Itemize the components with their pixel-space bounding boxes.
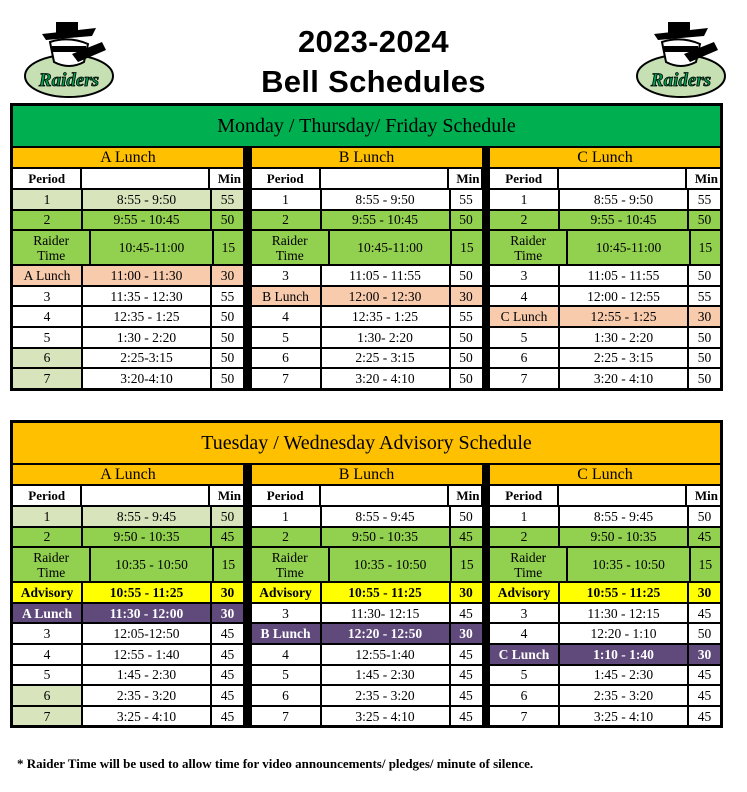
- min-cell: 45: [212, 707, 243, 726]
- time-cell: 10:35 - 10:50: [568, 548, 688, 581]
- table-row: [13, 507, 243, 526]
- time-cell: 12:00 - 12:55: [560, 287, 687, 306]
- min-cell: 15: [452, 548, 481, 581]
- period-cell: Raider Time: [13, 231, 89, 264]
- period-cell: Raider Time: [252, 548, 328, 581]
- time-column-header: [559, 169, 685, 188]
- table-row: [490, 328, 720, 347]
- table-row: [490, 369, 720, 388]
- time-cell: 8:55 - 9:45: [83, 507, 210, 526]
- period-cell: 7: [252, 369, 320, 388]
- time-cell: 12:55 - 1:40: [83, 645, 210, 664]
- svg-text:Raiders: Raiders: [38, 70, 100, 91]
- time-cell: 8:55 - 9:45: [560, 507, 687, 526]
- table-row: [13, 686, 243, 705]
- period-cell: Advisory: [252, 583, 320, 602]
- time-cell: 12:00 - 12:30: [322, 287, 449, 306]
- min-cell: 50: [212, 328, 243, 347]
- time-cell: 11:05 - 11:55: [322, 266, 449, 285]
- min-cell: 55: [689, 287, 720, 306]
- time-cell: 3:20 - 4:10: [560, 369, 687, 388]
- min-cell: 30: [689, 645, 720, 664]
- lunch-sections: [13, 465, 720, 725]
- min-cell: 50: [212, 307, 243, 326]
- min-cell: 45: [212, 528, 243, 547]
- period-cell: 1: [13, 507, 81, 526]
- min-cell: 45: [212, 666, 243, 685]
- table-row: [252, 528, 482, 547]
- time-cell: 3:20-4:10: [83, 369, 210, 388]
- min-cell: 50: [689, 624, 720, 643]
- lunch-sections: [13, 148, 720, 388]
- period-cell: 1: [490, 507, 558, 526]
- lunch-table: [13, 465, 243, 725]
- time-cell: 10:45-11:00: [330, 231, 450, 264]
- time-cell: 11:30- 12:15: [322, 604, 449, 623]
- period-cell: 5: [13, 328, 81, 347]
- min-cell: 50: [212, 507, 243, 526]
- schedule-title: Monday / Thursday/ Friday Schedule: [13, 106, 720, 148]
- time-cell: 12:55-1:40: [322, 645, 449, 664]
- table-row: [252, 666, 482, 685]
- lunch-table: [252, 465, 482, 725]
- period-cell: 7: [252, 707, 320, 726]
- table-row: [13, 349, 243, 368]
- min-cell: 30: [689, 583, 720, 602]
- min-cell: 50: [451, 211, 482, 230]
- period-cell: 7: [13, 369, 81, 388]
- table-row: [490, 190, 720, 209]
- min-cell: 45: [451, 645, 482, 664]
- time-cell: 10:45-11:00: [91, 231, 211, 264]
- time-cell: 10:55 - 11:25: [560, 583, 687, 602]
- min-cell: 45: [451, 686, 482, 705]
- table-row: [490, 211, 720, 230]
- min-cell: 50: [689, 266, 720, 285]
- table-row: [252, 583, 482, 602]
- time-cell: 10:35 - 10:50: [330, 548, 450, 581]
- period-column-header: Period: [252, 169, 319, 188]
- period-cell: 2: [252, 211, 320, 230]
- period-cell: 3: [490, 604, 558, 623]
- period-cell: 6: [252, 686, 320, 705]
- table-row: [252, 328, 482, 347]
- min-cell: 30: [451, 287, 482, 306]
- lunch-table: [490, 148, 720, 388]
- time-cell: 11:30 - 12:00: [83, 604, 210, 623]
- lunch-title: A Lunch: [13, 148, 243, 167]
- table-row: [490, 231, 720, 264]
- period-column-header: Period: [490, 169, 557, 188]
- period-cell: 7: [490, 369, 558, 388]
- period-cell: 2: [252, 528, 320, 547]
- period-column-header: Period: [490, 486, 557, 505]
- lunch-title: C Lunch: [490, 465, 720, 484]
- table-row: [252, 349, 482, 368]
- period-cell: 5: [252, 666, 320, 685]
- min-column-header: Min: [210, 486, 243, 505]
- time-cell: 9:50 - 10:35: [322, 528, 449, 547]
- min-column-header: Min: [210, 169, 243, 188]
- time-cell: 1:45 - 2:30: [83, 666, 210, 685]
- table-row: [13, 583, 243, 602]
- lunch-table: [13, 148, 243, 388]
- period-cell: 3: [252, 604, 320, 623]
- min-cell: 15: [452, 231, 481, 264]
- time-column-header: [82, 169, 208, 188]
- period-cell: 5: [252, 328, 320, 347]
- period-cell: B Lunch: [252, 624, 320, 643]
- table-row: [490, 528, 720, 547]
- time-cell: 2:35 - 3:20: [560, 686, 687, 705]
- min-cell: 45: [451, 666, 482, 685]
- period-cell: 4: [252, 645, 320, 664]
- period-cell: 7: [13, 707, 81, 726]
- min-column-header: Min: [687, 486, 720, 505]
- time-cell: 3:25 - 4:10: [83, 707, 210, 726]
- min-cell: 55: [451, 307, 482, 326]
- min-cell: 55: [212, 287, 243, 306]
- table-row: [490, 583, 720, 602]
- period-cell: B Lunch: [252, 287, 320, 306]
- table-row: [13, 624, 243, 643]
- table-row: [252, 266, 482, 285]
- min-cell: 45: [689, 707, 720, 726]
- min-cell: 45: [451, 604, 482, 623]
- table-row: [13, 645, 243, 664]
- period-cell: Raider Time: [252, 231, 328, 264]
- table-header-row: [252, 486, 482, 505]
- time-cell: 1:30 - 2:20: [83, 328, 210, 347]
- time-cell: 1:30 - 2:20: [560, 328, 687, 347]
- min-cell: 30: [689, 307, 720, 326]
- time-cell: 12:05-12:50: [83, 624, 210, 643]
- time-cell: 12:20 - 12:50: [322, 624, 449, 643]
- table-row: [13, 548, 243, 581]
- period-cell: 6: [490, 349, 558, 368]
- table-row: [13, 287, 243, 306]
- min-cell: 45: [689, 686, 720, 705]
- time-cell: 12:20 - 1:10: [560, 624, 687, 643]
- table-row: [13, 528, 243, 547]
- period-cell: 2: [13, 528, 81, 547]
- lunch-title: B Lunch: [252, 465, 482, 484]
- period-cell: 4: [490, 287, 558, 306]
- time-column-header: [82, 486, 208, 505]
- period-cell: 5: [490, 328, 558, 347]
- time-cell: 2:25-3:15: [83, 349, 210, 368]
- lunch-title: B Lunch: [252, 148, 482, 167]
- period-cell: Advisory: [490, 583, 558, 602]
- table-row: [252, 548, 482, 581]
- period-cell: A Lunch: [13, 604, 81, 623]
- time-cell: 9:55 - 10:45: [560, 211, 687, 230]
- table-row: [252, 307, 482, 326]
- table-row: [252, 604, 482, 623]
- time-cell: 11:35 - 12:30: [83, 287, 210, 306]
- time-cell: 1:45 - 2:30: [560, 666, 687, 685]
- time-cell: 9:50 - 10:35: [560, 528, 687, 547]
- min-cell: 45: [212, 624, 243, 643]
- time-cell: 10:55 - 11:25: [322, 583, 449, 602]
- table-row: [13, 266, 243, 285]
- min-cell: 45: [689, 666, 720, 685]
- min-cell: 15: [691, 231, 720, 264]
- time-cell: 2:25 - 3:15: [560, 349, 687, 368]
- table-row: [490, 666, 720, 685]
- table-row: [490, 686, 720, 705]
- period-cell: C Lunch: [490, 307, 558, 326]
- raiders-logo-icon: [634, 20, 728, 102]
- table-row: [490, 604, 720, 623]
- min-cell: 50: [689, 369, 720, 388]
- time-column-header: [321, 486, 447, 505]
- time-cell: 12:35 - 1:25: [322, 307, 449, 326]
- title-year: 2023-2024: [298, 24, 449, 59]
- period-cell: 4: [252, 307, 320, 326]
- min-cell: 15: [691, 548, 720, 581]
- table-row: [13, 666, 243, 685]
- table-header-row: [252, 169, 482, 188]
- period-cell: 6: [252, 349, 320, 368]
- period-cell: 4: [490, 624, 558, 643]
- table-row: [252, 507, 482, 526]
- period-cell: A Lunch: [13, 266, 81, 285]
- table-row: [490, 707, 720, 726]
- raiders-logo-icon: [22, 20, 116, 102]
- period-cell: 3: [13, 624, 81, 643]
- min-cell: 50: [689, 349, 720, 368]
- period-cell: 3: [252, 266, 320, 285]
- table-row: [13, 707, 243, 726]
- table-row: [252, 707, 482, 726]
- table-row: [252, 624, 482, 643]
- tue-wed-advisory-schedule: [10, 420, 723, 728]
- min-column-header: Min: [449, 169, 482, 188]
- schedule-title: Tuesday / Wednesday Advisory Schedule: [13, 423, 720, 465]
- table-row: [490, 349, 720, 368]
- table-row: [252, 686, 482, 705]
- time-column-header: [559, 486, 685, 505]
- min-cell: 55: [451, 190, 482, 209]
- table-row: [13, 328, 243, 347]
- period-cell: 5: [13, 666, 81, 685]
- period-cell: 6: [490, 686, 558, 705]
- period-cell: 2: [490, 528, 558, 547]
- mon-thu-fri-schedule: [10, 103, 723, 391]
- time-cell: 3:25 - 4:10: [322, 707, 449, 726]
- period-cell: 5: [490, 666, 558, 685]
- min-cell: 50: [212, 211, 243, 230]
- period-cell: 3: [13, 287, 81, 306]
- table-header-row: [13, 486, 243, 505]
- lunch-title: A Lunch: [13, 465, 243, 484]
- time-cell: 8:55 - 9:50: [83, 190, 210, 209]
- time-cell: 9:55 - 10:45: [83, 211, 210, 230]
- time-cell: 8:55 - 9:50: [322, 190, 449, 209]
- min-cell: 30: [451, 624, 482, 643]
- time-cell: 11:05 - 11:55: [560, 266, 687, 285]
- period-cell: Raider Time: [490, 231, 566, 264]
- min-cell: 45: [451, 528, 482, 547]
- min-cell: 50: [689, 507, 720, 526]
- time-cell: 10:55 - 11:25: [83, 583, 210, 602]
- min-cell: 50: [451, 507, 482, 526]
- min-cell: 50: [451, 266, 482, 285]
- table-row: [490, 548, 720, 581]
- time-cell: 1:45 - 2:30: [322, 666, 449, 685]
- period-cell: 4: [13, 645, 81, 664]
- period-column-header: Period: [13, 486, 80, 505]
- table-row: [252, 190, 482, 209]
- table-row: [13, 190, 243, 209]
- period-cell: 6: [13, 349, 81, 368]
- period-cell: 1: [252, 507, 320, 526]
- time-cell: 10:45-11:00: [568, 231, 688, 264]
- min-cell: 50: [689, 328, 720, 347]
- min-cell: 45: [689, 528, 720, 547]
- min-cell: 50: [212, 349, 243, 368]
- time-cell: 9:50 - 10:35: [83, 528, 210, 547]
- period-cell: Advisory: [13, 583, 81, 602]
- lunch-table: [490, 465, 720, 725]
- table-header-row: [490, 169, 720, 188]
- period-cell: 2: [490, 211, 558, 230]
- time-cell: 3:25 - 4:10: [560, 707, 687, 726]
- time-cell: 9:55 - 10:45: [322, 211, 449, 230]
- table-header-row: [13, 169, 243, 188]
- time-cell: 12:55 - 1:25: [560, 307, 687, 326]
- table-row: [252, 369, 482, 388]
- table-row: [252, 231, 482, 264]
- time-cell: 3:20 - 4:10: [322, 369, 449, 388]
- footnote: * Raider Time will be used to allow time for video announcements/ pledges/ minute of silence.: [17, 756, 534, 771]
- min-cell: 45: [212, 645, 243, 664]
- min-cell: 50: [451, 328, 482, 347]
- time-column-header: [321, 169, 447, 188]
- min-cell: 30: [451, 583, 482, 602]
- min-cell: 30: [212, 583, 243, 602]
- table-row: [13, 211, 243, 230]
- svg-text:Raiders: Raiders: [650, 70, 712, 91]
- min-cell: 55: [689, 190, 720, 209]
- table-row: [490, 645, 720, 664]
- min-cell: 50: [451, 369, 482, 388]
- min-column-header: Min: [687, 169, 720, 188]
- period-cell: Raider Time: [490, 548, 566, 581]
- table-row: [13, 369, 243, 388]
- period-cell: 1: [490, 190, 558, 209]
- table-row: [490, 287, 720, 306]
- title-main: Bell Schedules: [261, 64, 486, 99]
- min-cell: 50: [689, 211, 720, 230]
- table-row: [13, 604, 243, 623]
- table-row: [490, 624, 720, 643]
- min-cell: 45: [689, 604, 720, 623]
- period-column-header: Period: [252, 486, 319, 505]
- time-cell: 12:35 - 1:25: [83, 307, 210, 326]
- table-row: [490, 266, 720, 285]
- period-cell: 3: [490, 266, 558, 285]
- time-cell: 11:30 - 12:15: [560, 604, 687, 623]
- period-cell: 2: [13, 211, 81, 230]
- lunch-title: C Lunch: [490, 148, 720, 167]
- period-cell: Raider Time: [13, 548, 89, 581]
- table-row: [490, 307, 720, 326]
- table-row: [13, 231, 243, 264]
- time-cell: 1:30- 2:20: [322, 328, 449, 347]
- time-cell: 2:35 - 3:20: [322, 686, 449, 705]
- period-column-header: Period: [13, 169, 80, 188]
- period-cell: 7: [490, 707, 558, 726]
- min-cell: 50: [212, 369, 243, 388]
- min-cell: 55: [212, 190, 243, 209]
- table-row: [252, 211, 482, 230]
- period-cell: C Lunch: [490, 645, 558, 664]
- table-row: [252, 645, 482, 664]
- min-cell: 15: [214, 231, 243, 264]
- time-cell: 1:10 - 1:40: [560, 645, 687, 664]
- min-cell: 45: [212, 686, 243, 705]
- period-cell: 6: [13, 686, 81, 705]
- time-cell: 2:35 - 3:20: [83, 686, 210, 705]
- min-cell: 50: [451, 349, 482, 368]
- period-cell: 1: [13, 190, 81, 209]
- table-header-row: [490, 486, 720, 505]
- time-cell: 2:25 - 3:15: [322, 349, 449, 368]
- min-column-header: Min: [449, 486, 482, 505]
- lunch-table: [252, 148, 482, 388]
- period-cell: 4: [13, 307, 81, 326]
- table-row: [490, 507, 720, 526]
- min-cell: 15: [214, 548, 243, 581]
- time-cell: 11:00 - 11:30: [83, 266, 210, 285]
- time-cell: 8:55 - 9:50: [560, 190, 687, 209]
- time-cell: 8:55 - 9:45: [322, 507, 449, 526]
- min-cell: 45: [451, 707, 482, 726]
- time-cell: 10:35 - 10:50: [91, 548, 211, 581]
- min-cell: 30: [212, 266, 243, 285]
- table-row: [13, 307, 243, 326]
- table-row: [252, 287, 482, 306]
- period-cell: 1: [252, 190, 320, 209]
- min-cell: 30: [212, 604, 243, 623]
